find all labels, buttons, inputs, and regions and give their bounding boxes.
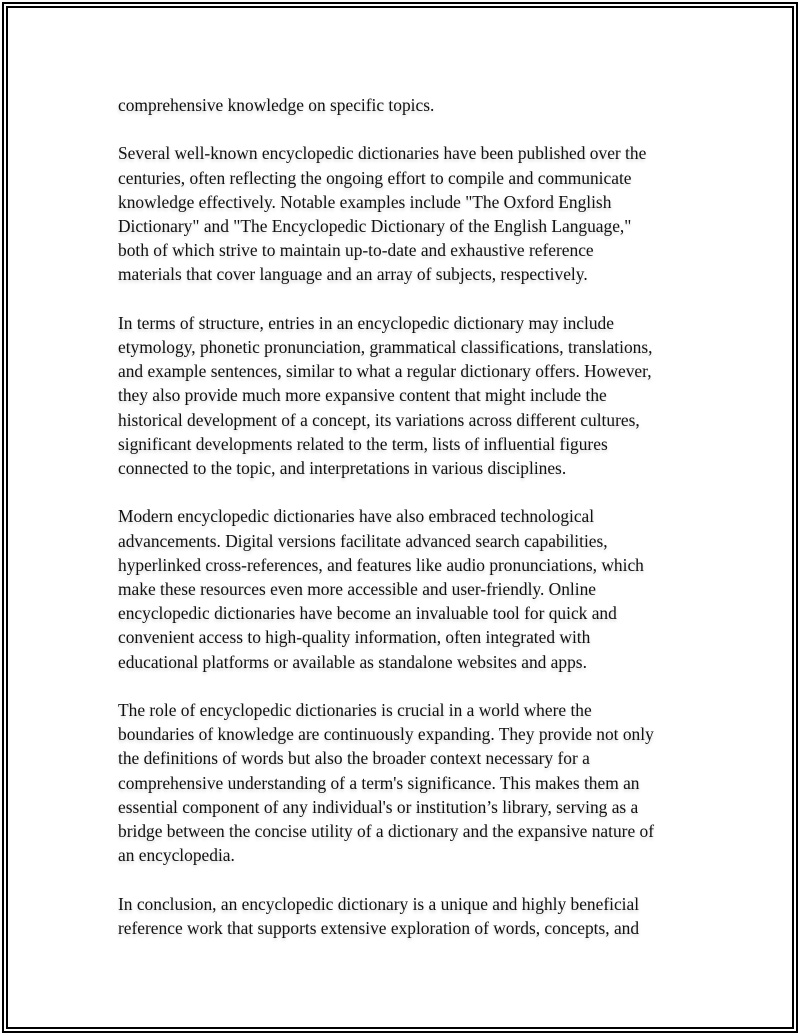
paragraph-3: In terms of structure, entries in an encyclopedic dictionary may include etymology, phonetic pronunciation, grammatical classifications, translations, and example sentences, similar to what a regular dictionary offers. However, they also provide much more expansive content that might include the historical development of a concept, its variations across different cultures, significant developments related to the term, lists of influential figures connected to the topic, and interpretations in various disciplines. [118, 312, 653, 479]
paragraph-1: comprehensive knowledge on specific topics. [118, 95, 435, 115]
paragraph-6: In conclusion, an encyclopedic dictionary is a unique and highly beneficial reference work that supports extensive exploration of words, concepts, and [118, 893, 640, 938]
paragraph-5: The role of encyclopedic dictionaries is crucial in a world where the boundaries of knowledge are continuously expanding. They provide not only the definitions of words but also the broader context necessary for a comprehensive understanding of a term's significance. This makes them an essential component of any individual's or institution’s library, serving as a bridge between the concise utility of a dictionary and the expansive nature of an encyclopedia. [118, 700, 655, 866]
document-body [118, 93, 708, 964]
paragraph-2: Several well-known encyclopedic dictionaries have been published over the centuries, often reflecting the ongoing effort to compile and communicate knowledge effectively. Notable examples include "The Oxford English Dictionary" and "The Encyclopedic Dictionary of the English Language," both of which strive to maintain up-to-date and exhaustive reference materials that cover language and an array of subjects, respectively. [118, 143, 647, 285]
paragraph-4: Modern encyclopedic dictionaries have also embraced technological advancements. Digital versions facilitate advanced search capabilities, hyperlinked cross-references, and features like audio pronunciations, which make these resources even more accessible and user-friendly. Online encyclopedic dictionaries have become an invaluable tool for quick and convenient access to high-quality information, often integrated with educational platforms or available as standalone websites and apps. [118, 506, 644, 672]
